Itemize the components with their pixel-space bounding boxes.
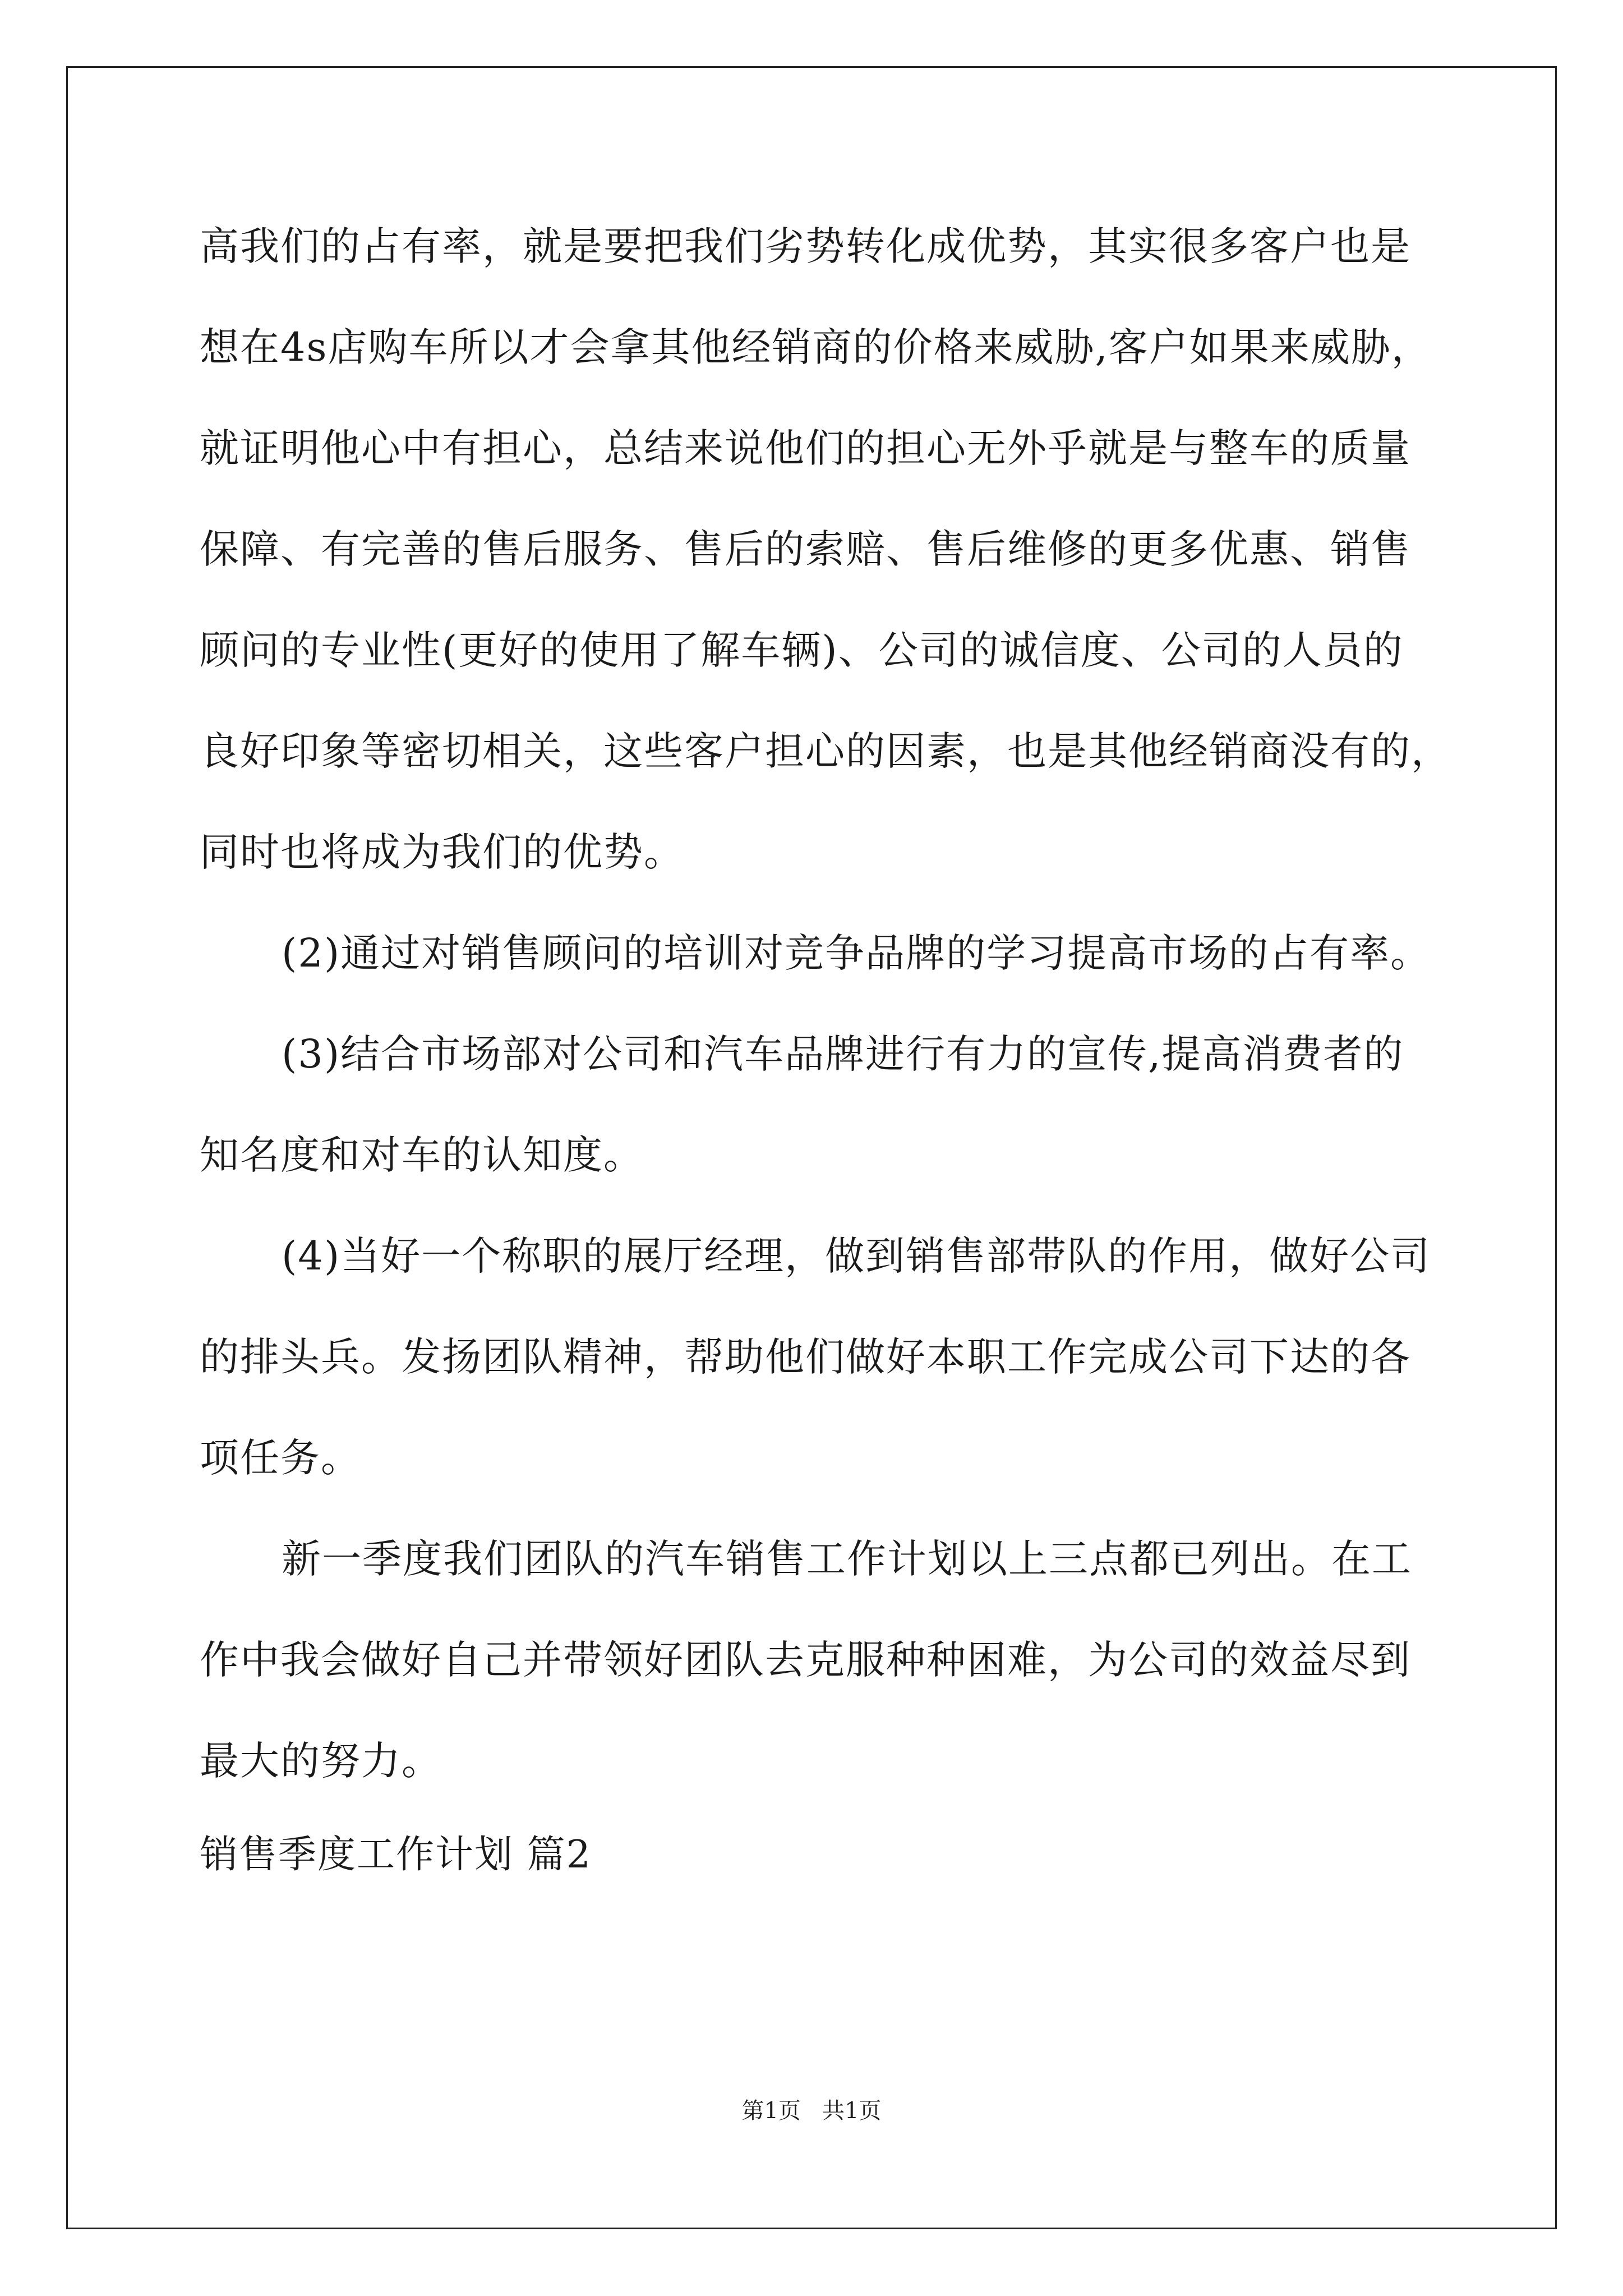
paragraph-line: 知名度和对车的认知度。 — [200, 1132, 644, 1178]
paragraph-line: 就证明他心中有担心，总结来说他们的担心无外乎就是与整车的质量 — [200, 425, 1411, 471]
paragraph-line: (3)结合市场部对公司和汽车品牌进行有力的宣传,提高消费者的 — [282, 1031, 1404, 1077]
paragraph-line: 新一季度我们团队的汽车销售工作计划以上三点都已列出。在工 — [282, 1536, 1412, 1582]
paragraph-line: 作中我会做好自己并带领好团队去克服种种困难，为公司的效益尽到 — [200, 1637, 1411, 1683]
paragraph-line: 的排头兵。发扬团队精神，帮助他们做好本职工作完成公司下达的各 — [200, 1334, 1411, 1380]
paragraph-line: 项任务。 — [200, 1435, 361, 1481]
paragraph-line: 良好印象等密切相关，这些客户担心的因素，也是其他经销商没有的， — [200, 728, 1451, 774]
paragraph-line: 顾问的专业性(更好的使用了解车辆)、公司的诚信度、公司的人员的 — [200, 627, 1404, 673]
paragraph-line: (2)通过对销售顾问的培训对竞争品牌的学习提高市场的占有率。 — [282, 930, 1431, 976]
paragraph-line: 想在4s店购车所以才会拿其他经销商的价格来威胁,客户如果来威胁， — [200, 324, 1432, 370]
paragraph-line: 最大的努力。 — [200, 1738, 442, 1784]
paragraph-line: (4)当好一个称职的展厅经理，做到销售部带队的作用，做好公司 — [282, 1233, 1431, 1279]
paragraph-line: 高我们的占有率，就是要把我们劣势转化成优势，其实很多客户也是 — [200, 223, 1411, 269]
paragraph-line: 同时也将成为我们的优势。 — [200, 829, 684, 875]
paragraph-line: 保障、有完善的售后服务、售后的索赔、售后维修的更多优惠、销售 — [200, 526, 1411, 572]
section-heading: 销售季度工作计划 篇2 — [200, 1833, 592, 1877]
page-footer: 第1页 共1页 — [741, 2098, 882, 2124]
